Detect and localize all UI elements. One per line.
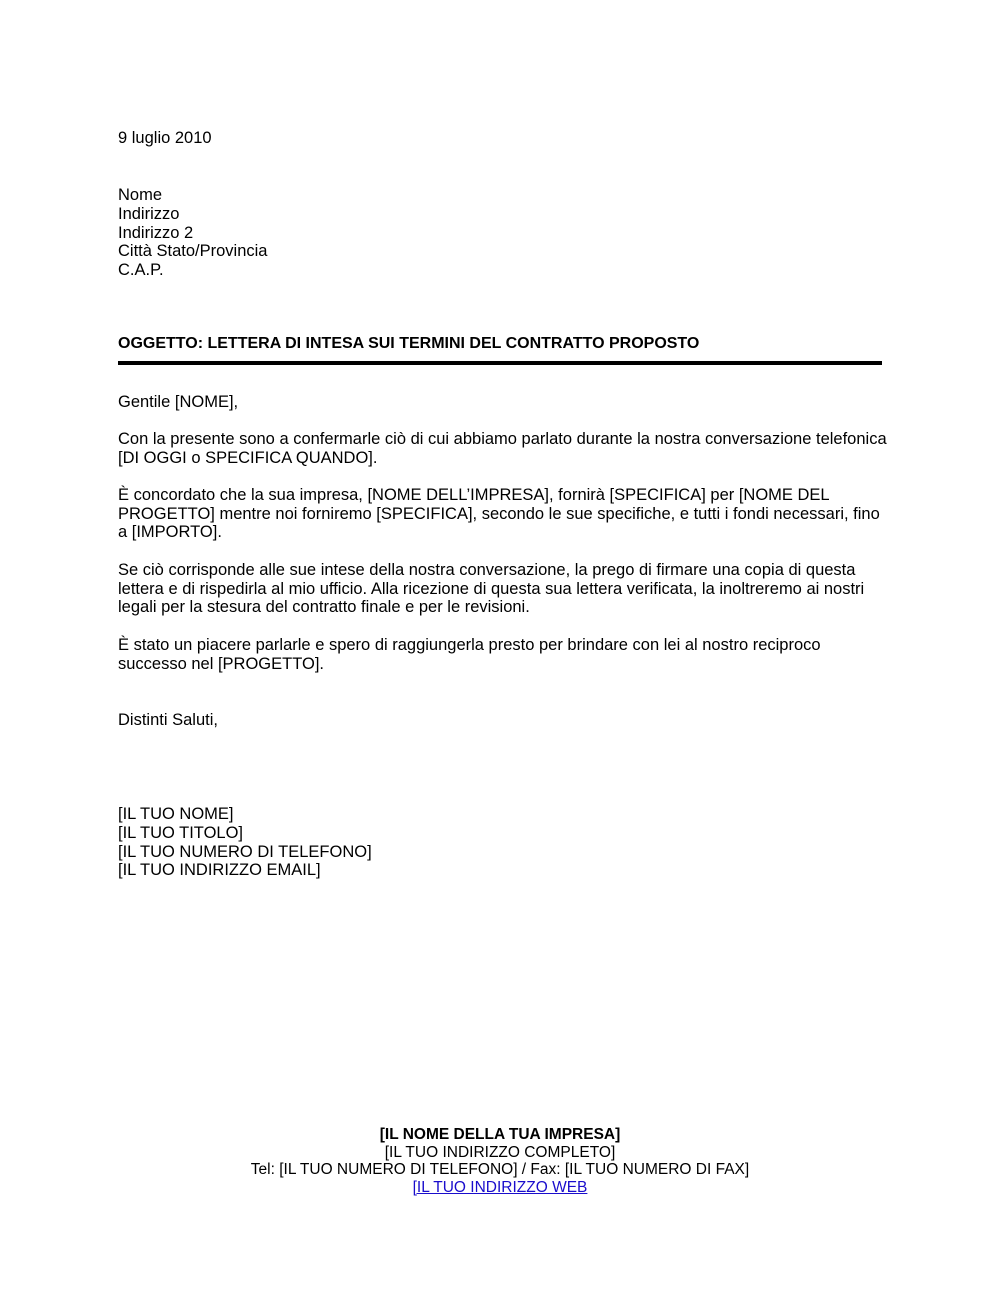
recipient-name: Nome xyxy=(118,186,163,204)
footer-company-name: [IL NOME DELLA TUA IMPRESA] xyxy=(379,1126,621,1143)
paragraph-line: legali per la stesura del contratto finale e per le revisioni. xyxy=(118,598,530,617)
paragraph-line: lettera e di rispedirla al mio ufficio. Alla ricezione di questa sua lettera verificata, la inoltreremo ai nostri xyxy=(118,579,865,598)
paragraph-line: successo nel [PROGETTO]. xyxy=(118,654,325,673)
paragraph-line: È stato un piacere parlarle e spero di raggiungerla presto per brindare con lei al nostro reciproco xyxy=(118,636,821,654)
paragraph-line: Con la presente sono a confermarle ciò di cui abbiamo parlato durante la nostra conversazione telefonica xyxy=(118,430,887,448)
recipient-postal-code: C.A.P. xyxy=(118,261,164,279)
paragraph-line: [DI OGGI o SPECIFICA QUANDO]. xyxy=(118,448,378,467)
footer-web-link[interactable]: [IL TUO INDIRIZZO WEB xyxy=(412,1178,588,1196)
subject-divider xyxy=(118,361,882,365)
recipient-city-state: Città Stato/Provincia xyxy=(118,242,268,260)
signature-name: [IL TUO NOME] xyxy=(118,805,234,823)
footer-address: [IL TUO INDIRIZZO COMPLETO] xyxy=(384,1143,616,1161)
paragraph-line: PROGETTO] mentre noi forniremo [SPECIFICA], secondo le sue specifiche, e tutti i fondi necessari, fino xyxy=(118,504,880,523)
signature-title: [IL TUO TITOLO] xyxy=(118,824,244,842)
recipient-address-2: Indirizzo 2 xyxy=(118,224,194,242)
signature-email: [IL TUO INDIRIZZO EMAIL] xyxy=(118,861,321,879)
footer-contacts: Tel: [IL TUO NUMERO DI TELEFONO] / Fax: [IL TUO NUMERO DI FAX] xyxy=(250,1161,750,1178)
recipient-address: Indirizzo xyxy=(118,205,180,223)
paragraph-line: Se ciò corrisponde alle sue intese della nostra conversazione, la prego di firmare una copia di questa xyxy=(118,561,856,579)
closing: Distinti Saluti, xyxy=(118,711,218,729)
paragraph-3 xyxy=(118,561,888,617)
salutation: Gentile [NOME], xyxy=(118,393,239,411)
paragraph-1 xyxy=(118,430,888,467)
paragraph-2 xyxy=(118,486,888,542)
letter-date: 9 luglio 2010 xyxy=(118,129,212,147)
paragraph-4 xyxy=(118,636,888,673)
paragraph-line: È concordato che la sua impresa, [NOME DELL’IMPRESA], fornirà [SPECIFICA] per [NOME DEL xyxy=(118,486,830,504)
paragraph-line: a [IMPORTO]. xyxy=(118,523,222,542)
subject-line: OGGETTO: LETTERA DI INTESA SUI TERMINI DEL CONTRATTO PROPOSTO xyxy=(118,335,700,352)
company-footer xyxy=(0,1126,1000,1196)
signature-phone: [IL TUO NUMERO DI TELEFONO] xyxy=(118,843,372,861)
